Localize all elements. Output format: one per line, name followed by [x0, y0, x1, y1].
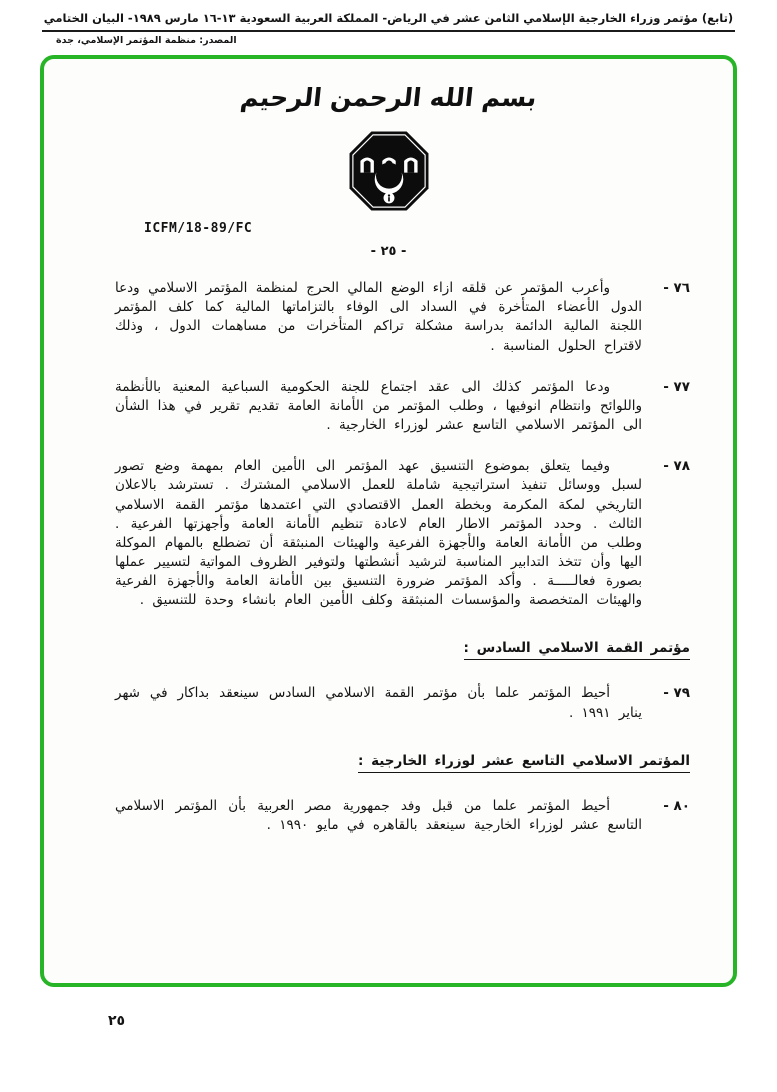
- section-heading-nineteenth-icfm: المؤتمر الاسلامي التاسع عشر لوزراء الخارجية :: [358, 753, 690, 773]
- paragraph-item-77: [115, 378, 690, 435]
- page-number-bottom: ٢٥: [108, 1013, 126, 1030]
- paragraph-item-76: [115, 279, 690, 356]
- paragraph-number: ٨٠ -: [663, 797, 690, 814]
- paragraph-text: وفيما يتعلق بموضوع التنسيق عهد المؤتمر الى الأمين العام بمهمة وضع تصور لسبل ووسائل تنفيذ استراتيجية شاملة للعمل الاسلامي المشترك . تسترشد بالاعلان التاريخي لمكة المكرمة وبخطة العمل الاقتصادي التي اعتمدها مؤتمر القمة الاسلامي الثالث . وحدد المؤتمر الاطار العام لاعادة تنظيم الأمانة العامة وأجهزتها الفرعية . وطلب من الأمانة العامة والأجهزة الفرعية والهيئات المنبثقة أن تضطلع بالمهام الموكلة اليها وأن تتخذ التدابير المناسبة لترشيد أنشطتها ولتوفير الظروف المواتية لتسيير عملها بصورة فعالـــــة . وأكد المؤتمر ضرورة التنسيق بين الأمانة العامة والأجهزة الفرعية والهيئات المتخصصة والمؤسسات المنبثقة وكلف الأمين العام بانشاء وحدة للتنسيق .: [115, 458, 642, 609]
- paragraph-number: ٧٨ -: [663, 458, 690, 475]
- paragraph-text: ودعا المؤتمر كذلك الى عقد اجتماع للجنة الحكومية السباعية المعنية بالأنظمة واللوائح وانتظام انوفيها ، وطلب المؤتمر من الأمانة العامة تقديم تقرير في هذا الشأن الى المؤتمر الاسلامي التاسع عشر لوزراء الخارجية .: [115, 378, 642, 434]
- paragraph-item-78: [115, 457, 690, 610]
- paragraph-text: وأعرب المؤتمر عن قلقه ازاء الوضع المالي الحرج لمنظمة المؤتمر الاسلامي ودعا الدول الأعضاء المتأخرة في السداد الى الوفاء بالتزاماتها المالية كما كلف المؤتمر اللجنة المالية الدائمة بدراسة مشكلة تراكم المتأخرات من مساهمات الدول ، وذلك لاقتراح الحلول المناسبة .: [115, 280, 642, 354]
- section-heading-sixth-summit: مؤتمر القمة الاسلامي السادس :: [464, 640, 690, 660]
- paragraph-number: ٧٦ -: [663, 280, 690, 297]
- citation-source: المصدر: منظمة المؤتمر الإسلامي، جدة: [56, 35, 237, 47]
- document-reference-number: ICFM/18-89/FC: [144, 221, 253, 237]
- citation-title: (تابع) مؤتمر وزراء الخارجية الإسلامي الثامن عشر في الرياض- المملكة العربية السعودية ١٣-١٦ مارس ١٩٨٩- البيان الختامي: [43, 11, 734, 25]
- paragraph-number: ٧٧ -: [663, 378, 690, 395]
- header-divider: [42, 30, 735, 32]
- page-marker-top: - ٢٥ -: [370, 244, 407, 260]
- bismillah-calligraphy: بسم الله الرحمن الرحيم: [239, 83, 539, 113]
- green-border-frame: [40, 55, 737, 987]
- document-body: [115, 279, 690, 835]
- paragraph-item-79: [115, 684, 690, 722]
- paragraph-number: ٧٩ -: [663, 685, 690, 702]
- oic-emblem-icon: [345, 129, 433, 213]
- paragraph-item-80: [115, 797, 690, 835]
- paragraph-text: أحيط المؤتمر علما بأن مؤتمر القمة الاسلامي السادس سينعقد بداكار في شهر يناير ١٩٩١ .: [115, 685, 642, 721]
- paragraph-text: أحيط المؤتمر علما من قبل وفد جمهورية مصر العربية بأن المؤتمر الاسلامي التاسع عشر لوزراء الخارجية سينعقد بالقاهره في مايو ١٩٩٠ .: [115, 797, 642, 833]
- citation-header: [0, 0, 777, 46]
